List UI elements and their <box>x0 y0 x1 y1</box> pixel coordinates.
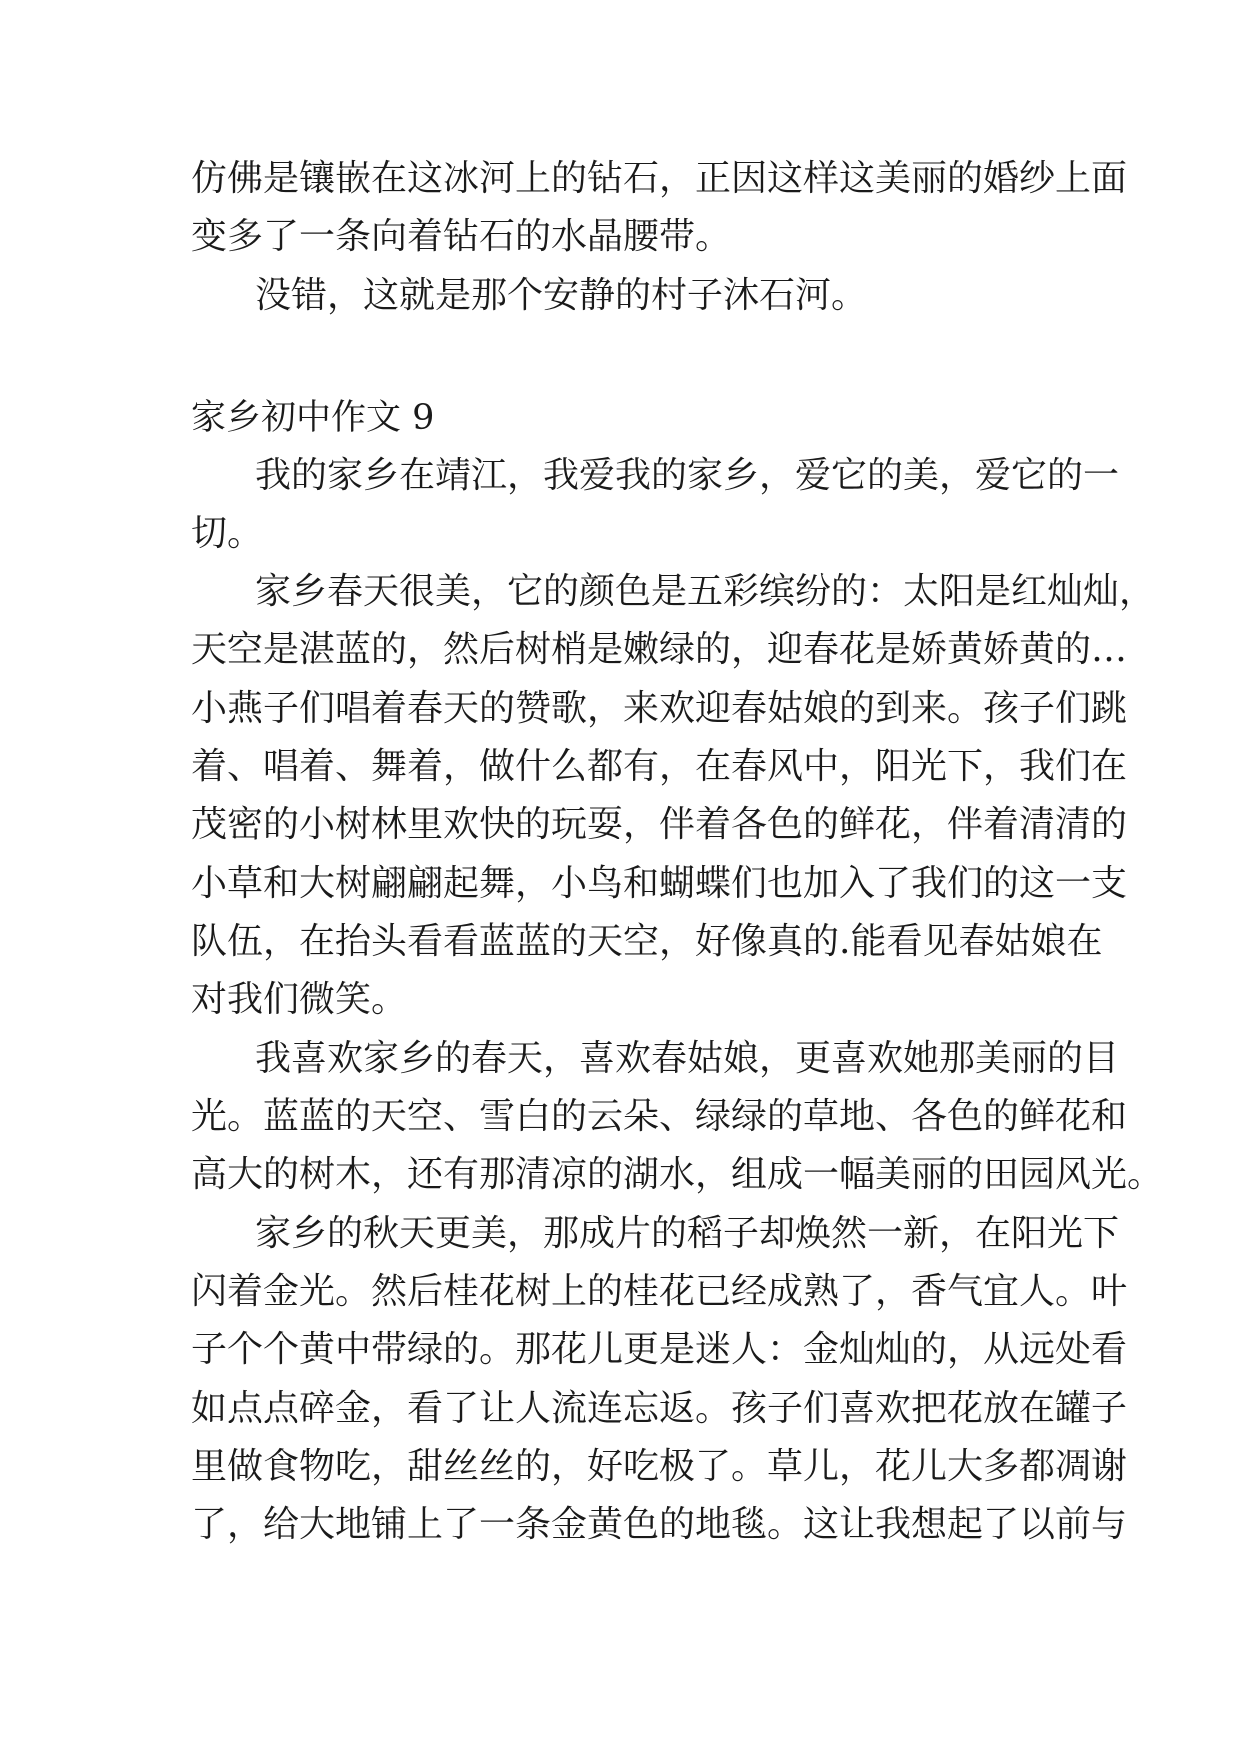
body-line: 小草和大树翩翩起舞，小鸟和蝴蝶们也加入了我们的这一支 <box>191 863 1128 904</box>
body-line: 子个个黄中带绿的。那花儿更是迷人：金灿灿的，从远处看 <box>191 1329 1128 1370</box>
paragraph-start-line: 我的家乡在靖江，我爱我的家乡，爱它的美，爱它的一 <box>255 455 1120 496</box>
body-line: 变多了一条向着钻石的水晶腰带。 <box>191 216 732 257</box>
paragraph-start-line: 没错，这就是那个安静的村子沐石河。 <box>255 275 868 316</box>
body-line: 队伍，在抬头看看蓝蓝的天空，好像真的.能看见春姑娘在 <box>191 921 1103 962</box>
body-line: 了，给大地铺上了一条金黄色的地毯。这让我想起了以前与 <box>191 1504 1128 1545</box>
body-line: 小燕子们唱着春天的赞歌，来欢迎春姑娘的到来。孩子们跳 <box>191 688 1128 729</box>
body-line: 仿佛是镶嵌在这冰河上的钻石，正因这样这美丽的婚纱上面 <box>191 158 1128 199</box>
body-line: 如点点碎金，看了让人流连忘返。孩子们喜欢把花放在罐子 <box>191 1388 1128 1429</box>
body-line: 茂密的小树林里欢快的玩耍，伴着各色的鲜花，伴着清清的 <box>191 804 1128 845</box>
body-line: 天空是湛蓝的，然后树梢是嫩绿的，迎春花是娇黄娇黄的… <box>191 629 1128 670</box>
body-line: 闪着金光。然后桂花树上的桂花已经成熟了，香气宜人。叶 <box>191 1271 1128 1312</box>
paragraph-start-line: 家乡春天很美，它的颜色是五彩缤纷的：太阳是红灿灿， <box>255 571 1156 612</box>
body-line: 对我们微笑。 <box>191 979 408 1020</box>
paragraph-start-line: 我喜欢家乡的春天，喜欢春姑娘，更喜欢她那美丽的目 <box>255 1038 1120 1079</box>
body-line: 高大的树木，还有那清凉的湖水，组成一幅美丽的田园风光。 <box>191 1154 1164 1195</box>
body-line: 光。蓝蓝的天空、雪白的云朵、绿绿的草地、各色的鲜花和 <box>191 1096 1128 1137</box>
paragraph-start-line: 家乡的秋天更美，那成片的稻子却焕然一新，在阳光下 <box>255 1213 1120 1254</box>
body-line: 切。 <box>191 513 264 554</box>
body-line: 着、唱着、舞着，做什么都有，在春风中，阳光下，我们在 <box>191 746 1128 787</box>
body-line: 里做食物吃，甜丝丝的，好吃极了。草儿，花儿大多都凋谢 <box>191 1446 1128 1487</box>
section-title: 家乡初中作文 9 <box>191 398 435 438</box>
